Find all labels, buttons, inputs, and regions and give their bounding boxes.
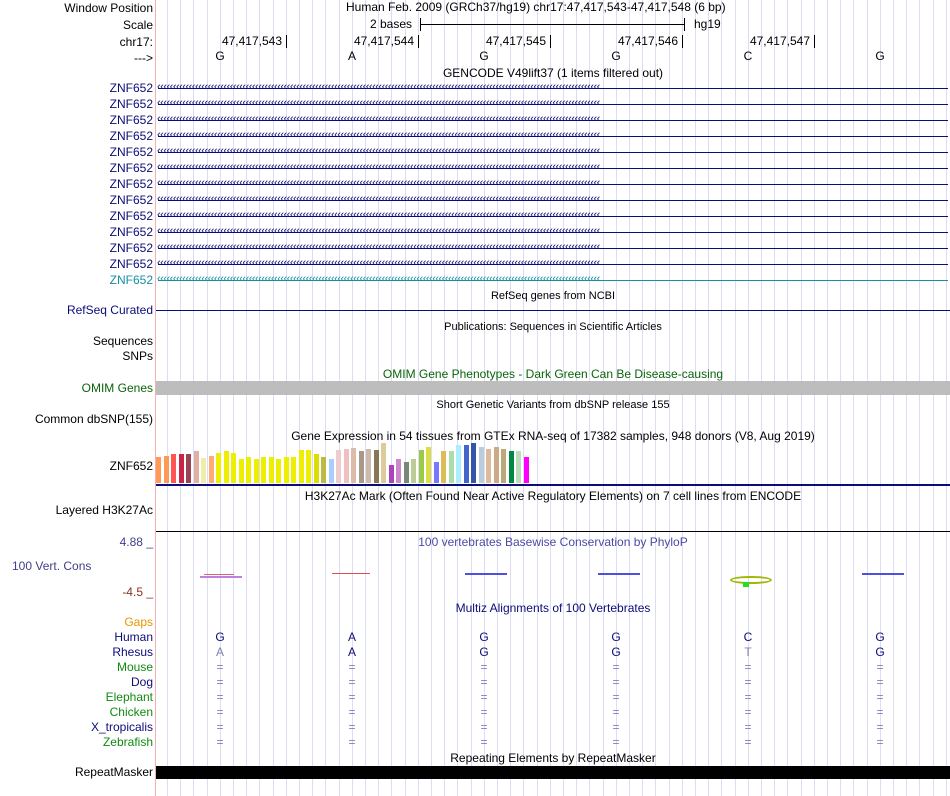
multiz-species-label[interactable]: Rhesus [112,645,153,659]
multiz-base: = [216,705,224,719]
multiz-base: = [876,660,884,674]
gtex-tissue-bar[interactable] [186,454,191,483]
multiz-base: G [611,645,621,659]
gtex-tissue-bar[interactable] [456,445,461,483]
gtex-tissue-bar[interactable] [314,454,319,483]
gtex-tissue-bar[interactable] [374,450,379,483]
gencode-transcript[interactable]: ‹‹‹‹‹‹‹‹‹‹‹‹‹‹‹‹‹‹‹‹‹‹‹‹‹‹‹‹‹‹‹‹‹‹‹‹‹‹‹‹‹‹‹‹‹‹‹‹‹‹‹‹‹‹‹‹‹‹‹‹‹‹‹‹‹‹‹‹‹‹‹‹‹‹‹‹‹‹‹‹‹‹‹‹‹‹‹‹‹‹‹‹‹‹‹‹‹‹‹‹‹‹‹‹‹‹‹‹‹‹‹‹‹‹‹‹‹‹‹‹‹‹‹‹‹‹‹‹‹‹‹‹‹‹‹‹‹‹‹‹ [156,273,948,287]
reference-base: G [611,49,621,63]
coordinate-label: 47,417,544 [353,34,414,48]
gencode-gene-label[interactable]: ZNF652 [109,257,153,271]
reference-base: G [875,49,885,63]
gencode-gene-label[interactable]: ZNF652 [109,225,153,239]
gtex-tissue-bar[interactable] [321,457,326,483]
gencode-track-title: GENCODE V49lift37 (1 items filtered out) [442,66,664,80]
multiz-base: G [479,645,489,659]
multiz-base: = [612,705,620,719]
multiz-species-label[interactable]: Human [114,630,153,644]
gtex-tissue-bar[interactable] [359,451,364,483]
phylop-track-label[interactable]: 100 Vert. Cons [12,559,92,573]
refseq-gene-line[interactable] [156,310,950,311]
multiz-base: = [216,735,224,749]
window-position-text: Human Feb. 2009 (GRCh37/hg19) chr17:47,417,543-47,417,548 (6 bp) [346,0,726,14]
gencode-gene-label[interactable]: ZNF652 [109,113,153,127]
multiz-base: = [480,675,488,689]
multiz-base: = [480,705,488,719]
gtex-tissue-bar[interactable] [381,443,386,483]
gencode-gene-label[interactable]: ZNF652 [109,161,153,175]
multiz-base: = [348,690,356,704]
gtex-tissue-bar[interactable] [156,457,161,483]
multiz-base: = [876,720,884,734]
dbsnp-track-label[interactable]: Common dbSNP(155) [34,412,153,426]
gtex-tissue-bar[interactable] [306,450,311,483]
multiz-base: = [480,690,488,704]
gtex-tissue-bar[interactable] [344,449,349,483]
reference-base: G [215,49,225,63]
multiz-base: = [876,690,884,704]
multiz-base: G [611,630,621,644]
gtex-tissue-bar[interactable] [464,445,469,483]
gtex-tissue-bar[interactable] [486,449,491,483]
gtex-tissue-bar[interactable] [441,451,446,483]
gtex-tissue-bar[interactable] [246,457,251,483]
omim-track-label[interactable]: OMIM Genes [81,381,153,395]
multiz-base: G [479,630,489,644]
multiz-base: = [876,735,884,749]
multiz-base: A [215,645,224,659]
gtex-tissue-bar[interactable] [291,457,296,483]
multiz-base: = [480,660,488,674]
chrom-label: chr17: [119,35,153,49]
gencode-gene-label[interactable]: ZNF652 [109,97,153,111]
multiz-track-title: Multiz Alignments of 100 Vertebrates [455,601,651,615]
multiz-species-label[interactable]: Chicken [109,705,153,719]
gtex-expression-bars[interactable] [156,443,950,483]
multiz-base: G [875,630,885,644]
gencode-transcript[interactable]: ‹‹‹‹‹‹‹‹‹‹‹‹‹‹‹‹‹‹‹‹‹‹‹‹‹‹‹‹‹‹‹‹‹‹‹‹‹‹‹‹‹‹‹‹‹‹‹‹‹‹‹‹‹‹‹‹‹‹‹‹‹‹‹‹‹‹‹‹‹‹‹‹‹‹‹‹‹‹‹‹‹‹‹‹‹‹‹‹‹‹‹‹‹‹‹‹‹‹‹‹‹‹‹‹‹‹‹‹‹‹‹‹‹‹‹‹‹‹‹‹‹‹‹‹‹‹‹‹‹‹‹‹‹‹‹‹‹‹‹‹ [156,257,948,271]
gencode-gene-label[interactable]: ZNF652 [109,241,153,255]
dbsnp-track-title: Short Genetic Variants from dbSNP release 155 [436,399,670,411]
coordinate-label: 47,417,545 [485,34,546,48]
gencode-gene-label[interactable]: ZNF652 [109,273,153,287]
coordinate-tick [550,35,551,48]
phylop-min-label: -4.5 _ [122,585,153,599]
gtex-tissue-bar[interactable] [329,459,334,483]
gtex-tissue-bar[interactable] [179,454,184,483]
multiz-base: G [875,645,885,659]
gencode-transcript[interactable]: ‹‹‹‹‹‹‹‹‹‹‹‹‹‹‹‹‹‹‹‹‹‹‹‹‹‹‹‹‹‹‹‹‹‹‹‹‹‹‹‹‹‹‹‹‹‹‹‹‹‹‹‹‹‹‹‹‹‹‹‹‹‹‹‹‹‹‹‹‹‹‹‹‹‹‹‹‹‹‹‹‹‹‹‹‹‹‹‹‹‹‹‹‹‹‹‹‹‹‹‹‹‹‹‹‹‹‹‹‹‹‹‹‹‹‹‹‹‹‹‹‹‹‹‹‹‹‹‹‹‹‹‹‹‹‹‹‹‹‹‹ [156,97,948,111]
multiz-species-label[interactable]: X_tropicalis [90,720,153,734]
multiz-gaps-label: Gaps [124,615,153,629]
gencode-transcript[interactable]: ‹‹‹‹‹‹‹‹‹‹‹‹‹‹‹‹‹‹‹‹‹‹‹‹‹‹‹‹‹‹‹‹‹‹‹‹‹‹‹‹‹‹‹‹‹‹‹‹‹‹‹‹‹‹‹‹‹‹‹‹‹‹‹‹‹‹‹‹‹‹‹‹‹‹‹‹‹‹‹‹‹‹‹‹‹‹‹‹‹‹‹‹‹‹‹‹‹‹‹‹‹‹‹‹‹‹‹‹‹‹‹‹‹‹‹‹‹‹‹‹‹‹‹‹‹‹‹‹‹‹‹‹‹‹‹‹‹‹‹‹ [156,129,948,143]
gtex-tissue-bar[interactable] [216,453,221,483]
coordinate-tick [286,35,287,48]
multiz-species-label[interactable]: Dog [130,675,153,689]
track-label-column [0,0,156,796]
phylop-max-label: 4.88 _ [119,535,153,549]
gtex-track-title: Gene Expression in 54 tissues from GTEx RNA-seq of 17382 samples, 948 donors (V8, Aug 2019) [291,429,815,443]
gencode-transcript[interactable]: ‹‹‹‹‹‹‹‹‹‹‹‹‹‹‹‹‹‹‹‹‹‹‹‹‹‹‹‹‹‹‹‹‹‹‹‹‹‹‹‹‹‹‹‹‹‹‹‹‹‹‹‹‹‹‹‹‹‹‹‹‹‹‹‹‹‹‹‹‹‹‹‹‹‹‹‹‹‹‹‹‹‹‹‹‹‹‹‹‹‹‹‹‹‹‹‹‹‹‹‹‹‹‹‹‹‹‹‹‹‹‹‹‹‹‹‹‹‹‹‹‹‹‹‹‹‹‹‹‹‹‹‹‹‹‹‹‹‹‹‹ [156,145,948,159]
multiz-base: = [480,735,488,749]
gencode-transcript[interactable]: ‹‹‹‹‹‹‹‹‹‹‹‹‹‹‹‹‹‹‹‹‹‹‹‹‹‹‹‹‹‹‹‹‹‹‹‹‹‹‹‹‹‹‹‹‹‹‹‹‹‹‹‹‹‹‹‹‹‹‹‹‹‹‹‹‹‹‹‹‹‹‹‹‹‹‹‹‹‹‹‹‹‹‹‹‹‹‹‹‹‹‹‹‹‹‹‹‹‹‹‹‹‹‹‹‹‹‹‹‹‹‹‹‹‹‹‹‹‹‹‹‹‹‹‹‹‹‹‹‹‹‹‹‹‹‹‹‹‹‹‹ [156,177,948,191]
gtex-tissue-bar[interactable] [351,448,356,483]
multiz-base: C [743,630,753,644]
gtex-tissue-bar[interactable] [449,451,454,483]
gtex-tissue-bar[interactable] [336,450,341,483]
gencode-gene-label[interactable]: ZNF652 [109,177,153,191]
gtex-tissue-bar[interactable] [284,457,289,483]
gencode-transcript[interactable]: ‹‹‹‹‹‹‹‹‹‹‹‹‹‹‹‹‹‹‹‹‹‹‹‹‹‹‹‹‹‹‹‹‹‹‹‹‹‹‹‹‹‹‹‹‹‹‹‹‹‹‹‹‹‹‹‹‹‹‹‹‹‹‹‹‹‹‹‹‹‹‹‹‹‹‹‹‹‹‹‹‹‹‹‹‹‹‹‹‹‹‹‹‹‹‹‹‹‹‹‹‹‹‹‹‹‹‹‹‹‹‹‹‹‹‹‹‹‹‹‹‹‹‹‹‹‹‹‹‹‹‹‹‹‹‹‹‹‹‹‹ [156,241,948,255]
multiz-base: = [348,720,356,734]
repeatmasker-track-title: Repeating Elements by RepeatMasker [450,751,656,765]
multiz-base: = [480,720,488,734]
snps-track-label[interactable]: SNPs [122,349,153,363]
multiz-base: T [744,645,752,659]
multiz-base: = [612,660,620,674]
gtex-tissue-bar[interactable] [501,449,506,483]
phylop-track-title: 100 vertebrates Basewise Conservation by PhyloP [418,535,688,549]
reference-base: C [743,49,753,63]
coordinate-tick [814,35,815,48]
gtex-tissue-bar[interactable] [389,465,394,483]
multiz-base: = [348,705,356,719]
gtex-tissue-bar[interactable] [366,449,371,483]
omim-gene-bar[interactable] [156,381,950,395]
gencode-gene-label[interactable]: ZNF652 [109,209,153,223]
gtex-tissue-bar[interactable] [404,462,409,483]
coordinate-label: 47,417,546 [617,34,678,48]
browser-track-area[interactable] [156,0,950,796]
multiz-base: = [744,705,752,719]
gencode-gene-label[interactable]: ZNF652 [109,193,153,207]
gtex-tissue-bar[interactable] [276,459,281,483]
gtex-tissue-bar[interactable] [426,447,431,483]
scale-text: 2 bases [370,17,413,31]
multiz-base: = [744,720,752,734]
gtex-tissue-bar[interactable] [231,453,236,483]
multiz-base: = [744,660,752,674]
multiz-base: G [215,630,225,644]
gtex-tissue-bar[interactable] [261,457,266,483]
multiz-base: = [876,705,884,719]
multiz-base: = [216,675,224,689]
gtex-tissue-bar[interactable] [201,458,206,483]
gtex-tissue-bar[interactable] [171,454,176,483]
refseq-track-label[interactable]: RefSeq Curated [66,303,153,317]
multiz-base: = [348,660,356,674]
gtex-tissue-bar[interactable] [224,451,229,483]
gencode-gene-label[interactable]: ZNF652 [109,145,153,159]
multiz-base: A [347,630,356,644]
multiz-base: A [347,645,356,659]
multiz-base: = [612,675,620,689]
h3k27ac-baseline [156,531,950,532]
multiz-species-label[interactable]: Zebrafish [102,735,153,749]
gtex-tissue-bar[interactable] [516,451,521,483]
gtex-tissue-bar[interactable] [194,451,199,483]
gtex-tissue-bar[interactable] [494,447,499,483]
multiz-base: = [744,735,752,749]
multiz-base: = [348,675,356,689]
multiz-base: = [216,690,224,704]
repeatmasker-track-label[interactable]: RepeatMasker [74,765,153,779]
gtex-tissue-bar[interactable] [434,462,439,483]
gtex-tissue-bar[interactable] [479,447,484,483]
gencode-gene-label[interactable]: ZNF652 [109,129,153,143]
gtex-tissue-bar[interactable] [396,459,401,483]
omim-track-title: OMIM Gene Phenotypes - Dark Green Can Be Disease-causing [382,367,724,381]
reference-base: A [347,49,356,63]
gencode-transcript[interactable]: ‹‹‹‹‹‹‹‹‹‹‹‹‹‹‹‹‹‹‹‹‹‹‹‹‹‹‹‹‹‹‹‹‹‹‹‹‹‹‹‹‹‹‹‹‹‹‹‹‹‹‹‹‹‹‹‹‹‹‹‹‹‹‹‹‹‹‹‹‹‹‹‹‹‹‹‹‹‹‹‹‹‹‹‹‹‹‹‹‹‹‹‹‹‹‹‹‹‹‹‹‹‹‹‹‹‹‹‹‹‹‹‹‹‹‹‹‹‹‹‹‹‹‹‹‹‹‹‹‹‹‹‹‹‹‹‹‹‹‹‹ [156,209,948,223]
coordinate-tick [682,35,683,48]
gtex-tissue-bar[interactable] [254,459,259,483]
multiz-species-label[interactable]: Elephant [105,690,153,704]
gtex-track-label[interactable]: ZNF652 [109,459,153,473]
gtex-tissue-bar[interactable] [509,451,514,483]
multiz-base: = [612,735,620,749]
gencode-transcript[interactable]: ‹‹‹‹‹‹‹‹‹‹‹‹‹‹‹‹‹‹‹‹‹‹‹‹‹‹‹‹‹‹‹‹‹‹‹‹‹‹‹‹‹‹‹‹‹‹‹‹‹‹‹‹‹‹‹‹‹‹‹‹‹‹‹‹‹‹‹‹‹‹‹‹‹‹‹‹‹‹‹‹‹‹‹‹‹‹‹‹‹‹‹‹‹‹‹‹‹‹‹‹‹‹‹‹‹‹‹‹‹‹‹‹‹‹‹‹‹‹‹‹‹‹‹‹‹‹‹‹‹‹‹‹‹‹‹‹‹‹‹‹ [156,113,948,127]
gencode-transcript[interactable]: ‹‹‹‹‹‹‹‹‹‹‹‹‹‹‹‹‹‹‹‹‹‹‹‹‹‹‹‹‹‹‹‹‹‹‹‹‹‹‹‹‹‹‹‹‹‹‹‹‹‹‹‹‹‹‹‹‹‹‹‹‹‹‹‹‹‹‹‹‹‹‹‹‹‹‹‹‹‹‹‹‹‹‹‹‹‹‹‹‹‹‹‹‹‹‹‹‹‹‹‹‹‹‹‹‹‹‹‹‹‹‹‹‹‹‹‹‹‹‹‹‹‹‹‹‹‹‹‹‹‹‹‹‹‹‹‹‹‹‹‹ [156,225,948,239]
gtex-tissue-bar[interactable] [419,450,424,483]
multiz-base: = [612,690,620,704]
h3k27ac-track-label[interactable]: Layered H3K27Ac [55,503,153,517]
reference-base: G [479,49,489,63]
gtex-tissue-bar[interactable] [209,456,214,483]
gencode-transcript[interactable]: ‹‹‹‹‹‹‹‹‹‹‹‹‹‹‹‹‹‹‹‹‹‹‹‹‹‹‹‹‹‹‹‹‹‹‹‹‹‹‹‹‹‹‹‹‹‹‹‹‹‹‹‹‹‹‹‹‹‹‹‹‹‹‹‹‹‹‹‹‹‹‹‹‹‹‹‹‹‹‹‹‹‹‹‹‹‹‹‹‹‹‹‹‹‹‹‹‹‹‹‹‹‹‹‹‹‹‹‹‹‹‹‹‹‹‹‹‹‹‹‹‹‹‹‹‹‹‹‹‹‹‹‹‹‹‹‹‹‹‹‹ [156,161,948,175]
gencode-transcript[interactable]: ‹‹‹‹‹‹‹‹‹‹‹‹‹‹‹‹‹‹‹‹‹‹‹‹‹‹‹‹‹‹‹‹‹‹‹‹‹‹‹‹‹‹‹‹‹‹‹‹‹‹‹‹‹‹‹‹‹‹‹‹‹‹‹‹‹‹‹‹‹‹‹‹‹‹‹‹‹‹‹‹‹‹‹‹‹‹‹‹‹‹‹‹‹‹‹‹‹‹‹‹‹‹‹‹‹‹‹‹‹‹‹‹‹‹‹‹‹‹‹‹‹‹‹‹‹‹‹‹‹‹‹‹‹‹‹‹‹‹‹‹ [156,193,948,207]
multiz-base: = [744,690,752,704]
gtex-tissue-bar[interactable] [164,456,169,483]
strand-label: ---> [134,51,153,65]
gencode-transcript[interactable]: ‹‹‹‹‹‹‹‹‹‹‹‹‹‹‹‹‹‹‹‹‹‹‹‹‹‹‹‹‹‹‹‹‹‹‹‹‹‹‹‹‹‹‹‹‹‹‹‹‹‹‹‹‹‹‹‹‹‹‹‹‹‹‹‹‹‹‹‹‹‹‹‹‹‹‹‹‹‹‹‹‹‹‹‹‹‹‹‹‹‹‹‹‹‹‹‹‹‹‹‹‹‹‹‹‹‹‹‹‹‹‹‹‹‹‹‹‹‹‹‹‹‹‹‹‹‹‹‹‹‹‹‹‹‹‹‹‹‹‹‹ [156,81,948,95]
gtex-tissue-bar[interactable] [471,443,476,483]
multiz-base: = [612,720,620,734]
refseq-track-title: RefSeq genes from NCBI [490,290,616,302]
gtex-tissue-bar[interactable] [269,457,274,483]
coordinate-tick [418,35,419,48]
publications-track-label[interactable]: Sequences [92,334,153,348]
h3k27ac-track-title: H3K27Ac Mark (Often Found Near Active Regulatory Elements) on 7 cell lines from ENCODE [304,489,802,503]
gencode-gene-label[interactable]: ZNF652 [109,81,153,95]
coordinate-label: 47,417,543 [221,34,282,48]
gtex-tissue-bar[interactable] [299,450,304,483]
scale-label: Scale [122,18,153,32]
multiz-base: = [216,720,224,734]
gtex-tissue-bar[interactable] [524,457,529,483]
multiz-species-label[interactable]: Mouse [116,660,153,674]
publications-track-title: Publications: Sequences in Scientific Articles [444,321,662,333]
multiz-base: = [216,660,224,674]
multiz-base: = [876,675,884,689]
repeatmasker-element[interactable] [156,766,950,779]
gtex-tissue-bar[interactable] [239,459,244,483]
assembly-label: hg19 [694,17,721,31]
window-position-label: Window Position [64,1,153,15]
gtex-gene-line [156,484,950,486]
coordinate-label: 47,417,547 [749,34,810,48]
multiz-base: = [348,735,356,749]
multiz-base: = [744,675,752,689]
gtex-tissue-bar[interactable] [411,459,416,483]
